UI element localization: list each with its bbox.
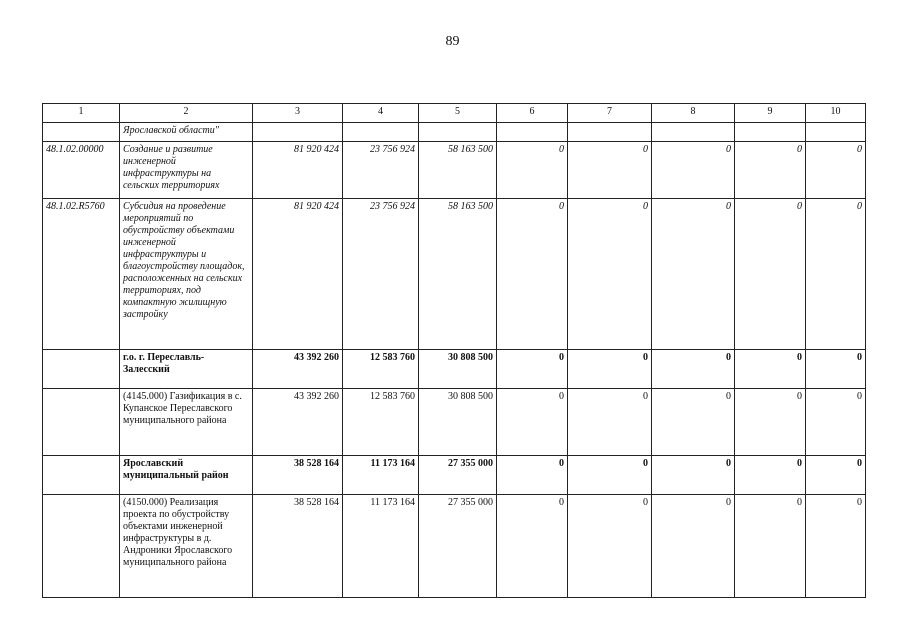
amount-cell: 0	[806, 389, 866, 456]
column-header: 6	[497, 104, 568, 123]
amount-cell: 0	[735, 389, 806, 456]
amount-cell: 0	[497, 456, 568, 495]
page-number: 89	[445, 34, 460, 49]
column-header: 5	[419, 104, 497, 123]
code-cell: 48.1.02.R5760	[43, 199, 120, 350]
amount-cell: 0	[568, 199, 652, 350]
amount-cell: 0	[568, 350, 652, 389]
amount-cell: 0	[652, 350, 735, 389]
amount-cell	[253, 123, 343, 142]
amount-cell: 0	[497, 199, 568, 350]
column-header: 4	[343, 104, 419, 123]
amount-cell: 43 392 260	[253, 389, 343, 456]
amount-cell: 38 528 164	[253, 456, 343, 495]
amount-cell: 27 355 000	[419, 456, 497, 495]
amount-cell: 0	[652, 495, 735, 598]
code-cell	[43, 350, 120, 389]
code-cell	[43, 456, 120, 495]
amount-cell: 38 528 164	[253, 495, 343, 598]
code-cell	[43, 123, 120, 142]
amount-cell: 11 173 164	[343, 456, 419, 495]
amount-cell: 0	[806, 199, 866, 350]
amount-cell: 11 173 164	[343, 495, 419, 598]
amount-cell: 0	[806, 142, 866, 199]
amount-cell: 0	[568, 495, 652, 598]
amount-cell: 0	[497, 350, 568, 389]
table-row	[43, 389, 866, 456]
code-cell: 48.1.02.00000	[43, 142, 120, 199]
amount-cell: 0	[497, 495, 568, 598]
amount-cell: 0	[652, 199, 735, 350]
amount-cell: 0	[497, 389, 568, 456]
column-header: 8	[652, 104, 735, 123]
amount-cell: 12 583 760	[343, 350, 419, 389]
table-row	[43, 495, 866, 598]
amount-cell	[735, 123, 806, 142]
amount-cell: 0	[568, 142, 652, 199]
amount-cell: 30 808 500	[419, 389, 497, 456]
amount-cell: 0	[735, 199, 806, 350]
table-row	[43, 456, 866, 495]
table-row	[43, 350, 866, 389]
amount-cell: 0	[735, 456, 806, 495]
table-row	[43, 123, 866, 142]
amount-cell	[419, 123, 497, 142]
amount-cell: 0	[497, 142, 568, 199]
amount-cell: 23 756 924	[343, 142, 419, 199]
code-cell	[43, 495, 120, 598]
amount-cell: 23 756 924	[343, 199, 419, 350]
amount-cell	[343, 123, 419, 142]
amount-cell: 0	[806, 456, 866, 495]
table-row	[43, 142, 866, 199]
name-cell: (4150.000) Реализация проекта по обустройству объектами инженерной инфраструктуры в д. Андроники Ярославского муниципального района	[120, 495, 253, 598]
code-cell	[43, 389, 120, 456]
amount-cell: 0	[568, 389, 652, 456]
column-header: 3	[253, 104, 343, 123]
amount-cell: 30 808 500	[419, 350, 497, 389]
amount-cell: 0	[735, 350, 806, 389]
amount-cell	[497, 123, 568, 142]
column-header: 10	[806, 104, 866, 123]
amount-cell: 0	[735, 495, 806, 598]
name-cell: г.о. г. Переславль-Залесский	[120, 350, 253, 389]
amount-cell	[652, 123, 735, 142]
amount-cell: 81 920 424	[253, 199, 343, 350]
amount-cell	[568, 123, 652, 142]
amount-cell: 12 583 760	[343, 389, 419, 456]
column-header: 9	[735, 104, 806, 123]
amount-cell: 0	[735, 142, 806, 199]
name-cell: Ярославской области"	[120, 123, 253, 142]
amount-cell	[806, 123, 866, 142]
column-header: 1	[43, 104, 120, 123]
name-cell: Создание и развитие инженерной инфраструктуры на сельских территориях	[120, 142, 253, 199]
name-cell: Ярославский муниципальный район	[120, 456, 253, 495]
column-header: 7	[568, 104, 652, 123]
table-header-row	[43, 104, 866, 123]
amount-cell: 0	[652, 142, 735, 199]
budget-table	[42, 103, 866, 598]
amount-cell: 0	[806, 350, 866, 389]
amount-cell: 0	[652, 389, 735, 456]
amount-cell: 0	[652, 456, 735, 495]
amount-cell: 43 392 260	[253, 350, 343, 389]
amount-cell: 81 920 424	[253, 142, 343, 199]
table-row	[43, 199, 866, 350]
amount-cell: 0	[806, 495, 866, 598]
amount-cell: 0	[568, 456, 652, 495]
name-cell: (4145.000) Газификация в с. Купанское Переславского муниципального района	[120, 389, 253, 456]
column-header: 2	[120, 104, 253, 123]
amount-cell: 27 355 000	[419, 495, 497, 598]
amount-cell: 58 163 500	[419, 142, 497, 199]
name-cell: Субсидия на проведение мероприятий по обустройству объектами инженерной инфраструктуры и благоустройству площадок, расположенных на сельских территориях, под компактную жилищную застройку	[120, 199, 253, 350]
amount-cell: 58 163 500	[419, 199, 497, 350]
